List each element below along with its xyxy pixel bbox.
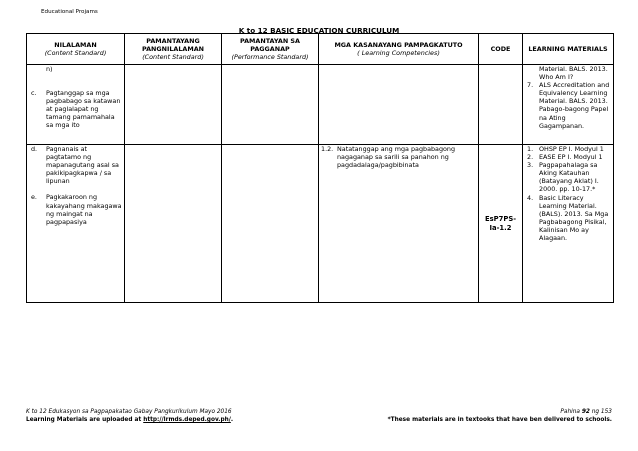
list-item: 1. OHSP EP I. Modyul 1 bbox=[527, 145, 604, 153]
lrmds-link[interactable]: http://lrmds.deped.gov.ph/ bbox=[143, 417, 231, 423]
footer-left: K to 12 Edukasyon sa Pagpapakatao Gabay Pangkurikulum Mayo 2016 Learning Materials are uploaded at http://lrmds.deped.gov.ph/. bbox=[26, 409, 234, 423]
content-cell bbox=[27, 65, 125, 145]
page-indicator: Pahina 92 ng 153 bbox=[560, 409, 612, 415]
table-row bbox=[27, 65, 614, 145]
code-cell bbox=[479, 145, 523, 303]
list-item: 2. EASE EP I. Modyul 1 bbox=[527, 153, 603, 162]
performance-standard-cell bbox=[222, 145, 319, 303]
textbook-note: *These materials are in textooks that have ben delivered to schools. bbox=[387, 417, 612, 423]
list-item: d. Pagnanais at pagtatamo ng mapanagutang asal sa pakikipagkapwa / sa lipunan bbox=[31, 145, 119, 186]
list-item: n) bbox=[46, 65, 53, 73]
col-header-learning-materials: LEARNING MATERIALS bbox=[523, 34, 614, 65]
table-header-row bbox=[27, 34, 614, 65]
col-header-pamantayang-pangnilalaman: PAMANTAYANG PANGNILALAMAN (Content Standard) bbox=[125, 34, 222, 65]
list-item: c. Pagtanggap sa mga pagbabago sa katawan at paglalapat ng tamang pamamahala sa mga ito bbox=[31, 89, 121, 130]
materials-cell bbox=[523, 145, 614, 303]
content-cell bbox=[27, 145, 125, 303]
curriculum-table bbox=[26, 33, 614, 303]
footer-upload-note: Learning Materials are uploaded at bbox=[26, 417, 144, 423]
col-header-kasanayang-pampagkatuto: MGA KASANAYANG PAMPAGKATUTO ( Learning Competencies) bbox=[319, 34, 479, 65]
footer-guide-title: K to 12 Edukasyon sa Pagpapakatao Gabay Pangkurikulum Mayo 2016 bbox=[26, 409, 232, 415]
footer-right bbox=[388, 408, 612, 424]
competency-text: Natatanggap ang mga pagbabagong nagaganap sa sarili sa panahon ng pagdadalaga/pagbibinata bbox=[337, 145, 456, 170]
content-standard-cell bbox=[125, 145, 222, 303]
list-item: 7. ALS Accreditation and Equivalency Learning Material. BALS. 2013. Pabago-bagong Papel na Ating Gagampanan. bbox=[527, 81, 610, 130]
list-item: 4. Basic Literacy Learning Material. (BALS). 2013. Sa Mga Pagbabagong Pisikal, Kalinisan Mo ay Alagaan. bbox=[527, 193, 609, 243]
list-item: Material. BALS. 2013. Who Am I? bbox=[539, 65, 608, 82]
content-standard-cell bbox=[125, 65, 222, 145]
materials-cell bbox=[523, 65, 614, 145]
competency-number: 1.2. bbox=[321, 145, 334, 153]
table-row bbox=[27, 145, 614, 303]
col-header-code: CODE bbox=[479, 34, 523, 65]
competency-code: EsP7PS-Ia-1.2 bbox=[484, 215, 517, 232]
document-title: K to 12 BASIC EDUCATION CURRICULUM bbox=[238, 26, 400, 35]
list-item: e. Pagkakaroon ng kakayahang makagawa ng maingat na pagpapasiya bbox=[31, 193, 122, 226]
code-cell bbox=[479, 65, 523, 145]
col-header-nilalaman: NILALAMAN (Content Standard) bbox=[27, 34, 125, 65]
brand-label: Educational Projams bbox=[41, 9, 98, 15]
competency-cell bbox=[319, 65, 479, 145]
performance-standard-cell bbox=[222, 65, 319, 145]
competency-cell bbox=[319, 145, 479, 303]
col-header-pamantayan-sa-pagganap: PAMANTAYAN SA PAGGANAP (Performance Standard) bbox=[222, 34, 319, 65]
list-item: 3. Pagpapahalaga sa Aking Katauhan (Batayang Aklat) I. 2000. pp. 10-17.* bbox=[527, 161, 599, 194]
